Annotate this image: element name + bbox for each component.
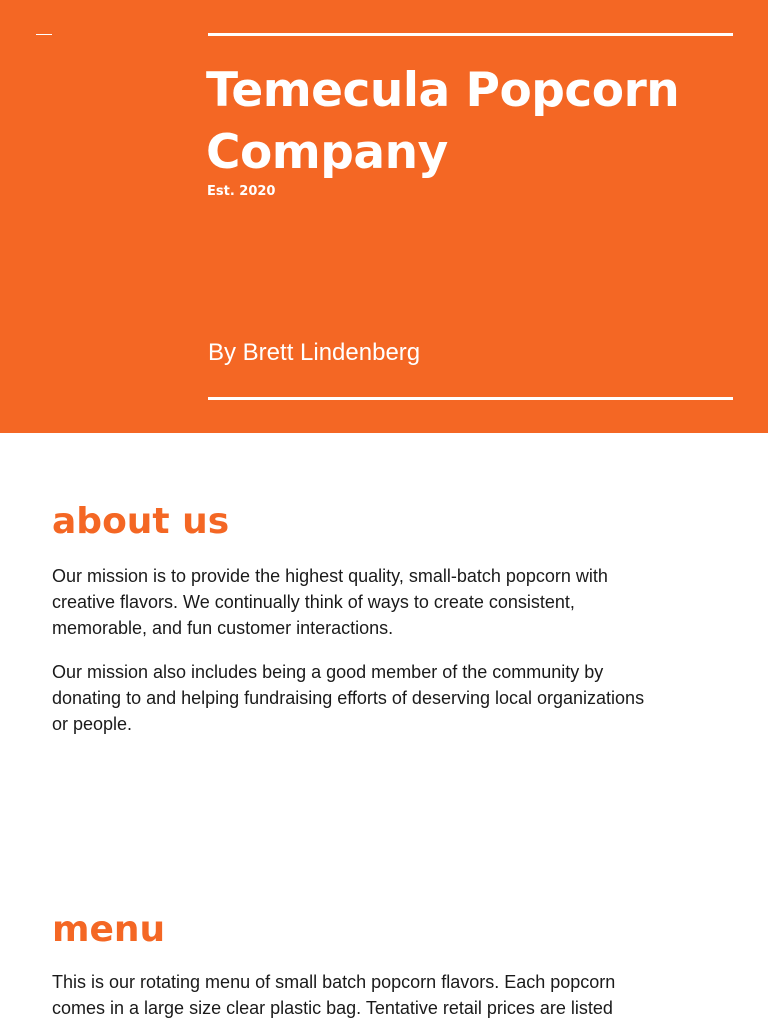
about-paragraph: Our mission is to provide the highest quality, small-batch popcorn with creative flavors. We continually think of ways to create consistent, memorable, and fun customer interactions. (52, 566, 608, 638)
hero-bottom-rule (208, 397, 733, 400)
about-paragraph: Our mission also includes being a good member of the community by donating to and helping fundraising efforts of deserving local organizations or people. (52, 662, 645, 734)
hero-top-rule (208, 33, 733, 36)
menu-heading: menu (52, 909, 166, 950)
page-title: Temecula Popcorn Company (206, 63, 680, 180)
about-heading: about us (52, 501, 230, 542)
hero-banner (0, 0, 768, 433)
author-byline: By Brett Lindenberg (208, 339, 421, 366)
menu-dash-icon (36, 34, 52, 35)
established-label: Est. 2020 (207, 184, 276, 199)
menu-paragraph: This is our rotating menu of small batch popcorn flavors. Each popcorn comes in a large size clear plastic bag. Tentative retail prices are listed (52, 972, 616, 1018)
